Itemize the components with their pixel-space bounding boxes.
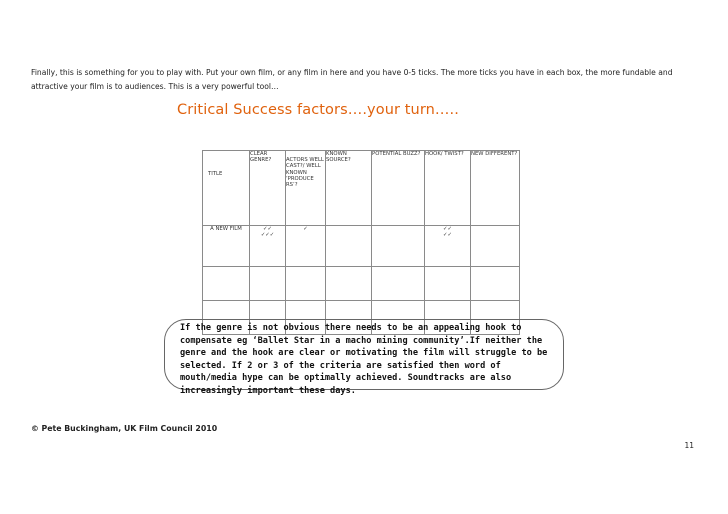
genre-ticks-cell — [250, 226, 286, 267]
callout-text: If the genre is not obvious there needs to be an appealing hook to compensate eg ‘Ballet Star in a macho mining community’.If neither the genre and the hook are clear or motivating the film will struggle to be selected. If 2 or 3 of the criteria are satisfied then word of mouth/media hype can be optimally achieved. Soundtracks are also increasingly important these days. — [180, 323, 548, 396]
table-cell — [425, 267, 471, 301]
tick-marks: ✓ — [303, 226, 308, 232]
table-cell — [203, 267, 250, 301]
header-title: TITLE — [203, 151, 250, 226]
copyright-footer: © Pete Buckingham, UK Film Council 2010 — [31, 424, 218, 433]
header-known-source: KNOWN SOURCE? — [326, 151, 372, 226]
tick-marks: ✓✓✓ — [260, 232, 275, 239]
table-cell — [286, 267, 326, 301]
header-new-different: NEW DIFFERENT? — [471, 151, 520, 226]
table-cell — [471, 226, 520, 267]
table-cell — [326, 267, 372, 301]
actors-ticks-cell — [286, 226, 326, 267]
table-row — [203, 267, 520, 301]
table-cell — [471, 267, 520, 301]
page-number: 11 — [684, 441, 694, 450]
table-cell — [250, 267, 286, 301]
section-heading: Critical Success factors….your turn….. — [177, 102, 459, 118]
intro-paragraph: Finally, this is something for you to play with. Put your own film, or any film in here and you have 0-5 ticks. The more ticks you have in each box, the more fundable and attractive your film is to audiences. This is a very powerful tool… — [31, 68, 673, 91]
success-factors-table — [202, 150, 520, 335]
table-cell — [372, 226, 425, 267]
table-cell — [372, 267, 425, 301]
header-clear-genre: CLEAR GENRE? — [250, 151, 286, 226]
hook-ticks-cell — [425, 226, 471, 267]
tick-marks: ✓✓ — [443, 232, 452, 239]
tick-marks: ✓✓ — [443, 226, 452, 232]
tick-marks: ✓✓ — [263, 226, 272, 232]
row-label-new-film: A NEW FILM — [203, 226, 250, 267]
table-header-row — [203, 151, 520, 226]
table-row — [203, 226, 520, 267]
header-actors: ACTORS WELL CAST?/ WELL KNOWN ‘PRODUCE RS’? — [286, 151, 326, 226]
header-potential-buzz: POTENTIAL BUZZ? — [372, 151, 425, 226]
table-cell — [326, 226, 372, 267]
header-hook-twist: HOOK/ TWIST? — [425, 151, 471, 226]
